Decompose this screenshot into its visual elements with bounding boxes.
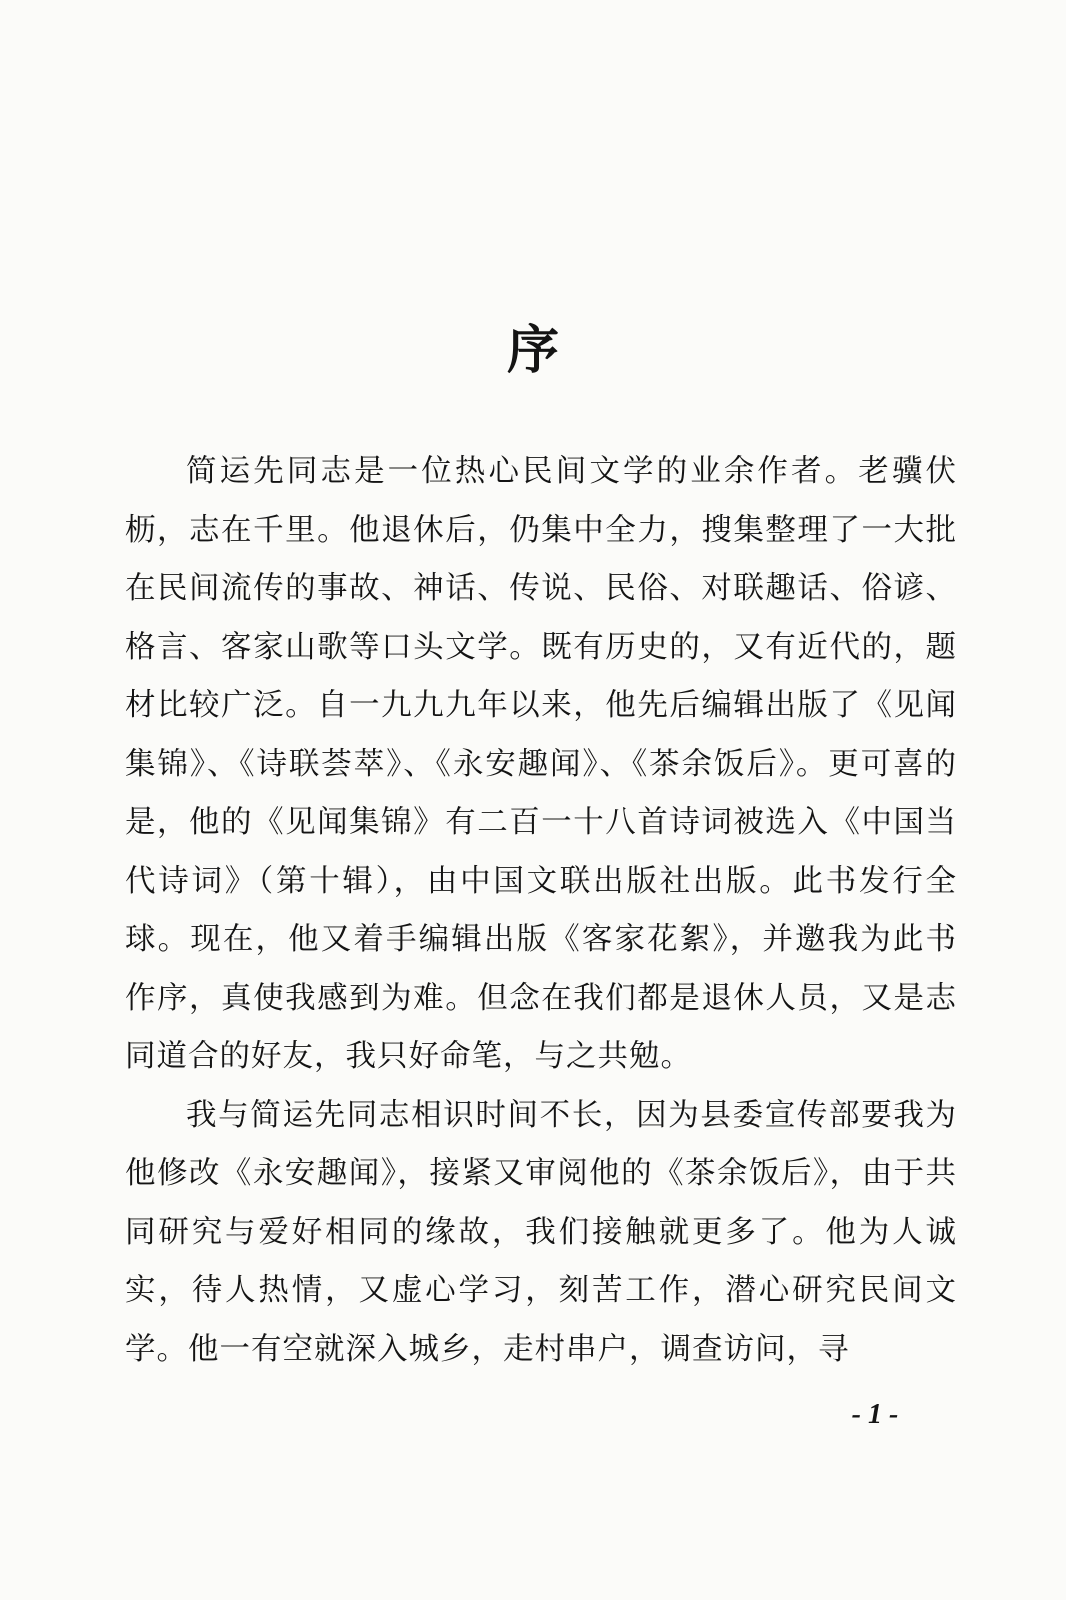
paragraph-1: 简运先同志是一位热心民间文学的业余作者。老骥伏枥，志在千里。他退休后，仍集中全力，搜集整理了一大批在民间流传的事故、神话、传说、民俗、对联趣话、俗谚、格言、客家山歌等口头文学。既有历史的，又有近代的，题材比较广泛。自一九九九年以来，他先后编辑出版了《见闻集锦》、《诗联荟萃》、《永安趣闻》、《茶余饭后》。更可喜的是，他的《见闻集锦》有二百一十八首诗词被选入《中国当代诗词》（第十辑），由中国文联出版社出版。此书发行全球。现在，他又着手编辑出版《客家花絮》，并邀我为此书作序，真使我感到为难。但念在我们都是退休人员，又是志同道合的好友，我只好命笔，与之共勉。 [125, 454, 957, 1074]
paragraph-2: 我与简运先同志相识时间不长，因为县委宣传部要我为他修改《永安趣闻》，接紧又审阅他的《茶余饭后》，由于共同研究与爱好相同的缘故，我们接触就更多了。他为人诚实，待人热情，又虚心学习，刻苦工作，潜心研究民间文学。他一有空就深入城乡，走村串户，调查访问，寻 [125, 1097, 957, 1367]
page-title: 序 [506, 320, 559, 381]
page-number: - 1 - [851, 1399, 899, 1430]
body-text [125, 443, 957, 1379]
